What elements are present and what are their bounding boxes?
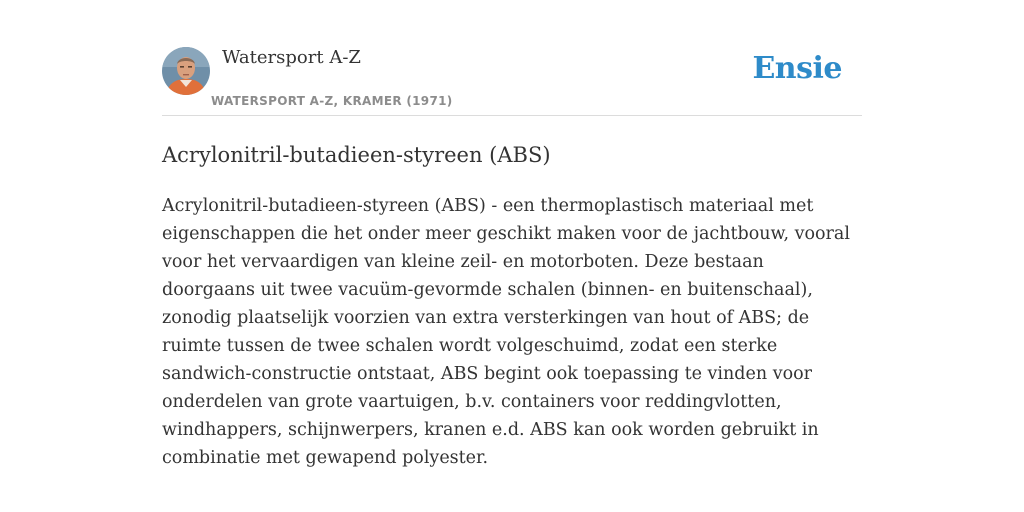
entry-definition: Acrylonitril-butadieen-styreen (ABS) - een thermoplastisch materiaal met eigenschappen die het onder meer geschikt maken voor de jachtbouw, vooral voor het vervaardigen van kleine zeil- en motorboten. Deze bestaan doorgaans uit twee vacuüm-gevormde schalen (binnen- en buitenschaal), zonodig plaatselijk voorzien van extra versterkingen van hout of ABS; de ruimte tussen de twee schalen wordt volgeschuimd, zodat een sterke sandwich-constructie ontstaat, ABS begint ook toepassing te vinden voor onderdelen van grote vaartuigen, b.v. containers voor reddingvlotten, windhappers, schijnwerpers, kranen e.d. ABS kan ook worden gebruikt in combinatie met gewapend polyester. — [162, 196, 850, 468]
entry-title: Acrylonitril-butadieen-styreen (ABS) — [162, 143, 551, 167]
author-avatar[interactable] — [162, 47, 210, 95]
source-label[interactable]: WATERSPORT A-Z, KRAMER (1971) — [211, 94, 453, 108]
ensie-logo[interactable]: Ensie — [752, 51, 842, 86]
author-name[interactable]: Watersport A-Z — [222, 47, 361, 68]
entry-card — [162, 0, 862, 468]
entry-header — [162, 0, 862, 116]
person-photo-avatar-icon — [162, 47, 210, 95]
